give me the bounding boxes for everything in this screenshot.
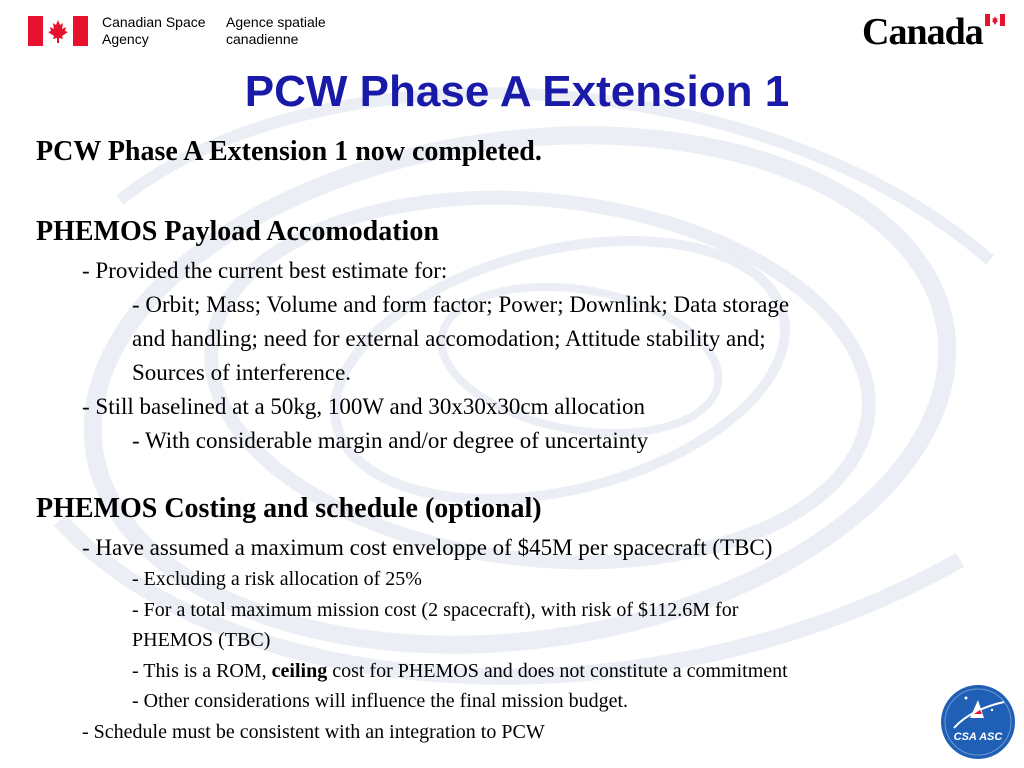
- csa-asc-logo: [940, 684, 1016, 760]
- bullet-item: - Schedule must be consistent with an integration to PCW: [82, 721, 545, 743]
- sub-bullet-continuation: and handling; need for external accomodation; Attitude stability and;: [132, 326, 766, 351]
- sub-bullet-item: - Orbit; Mass; Volume and form factor; Power; Downlink; Data storage: [132, 292, 790, 317]
- agency-fr-line1: Agence spatiale: [226, 14, 326, 30]
- agency-en-line1: Canadian Space: [102, 14, 206, 30]
- bullet-item: - Have assumed a maximum cost enveloppe of $45M per spacecraft (TBC): [82, 535, 773, 560]
- sub-bullet-continuation: Sources of interference.: [132, 360, 352, 385]
- section-heading-costing: PHEMOS Costing and schedule (optional): [36, 493, 542, 524]
- sub-bullet-item: [132, 659, 788, 683]
- agency-en-line2: Agency: [102, 31, 149, 47]
- completion-statement: PCW Phase A Extension 1 now completed.: [36, 136, 542, 167]
- agency-fr-line2: canadienne: [226, 31, 299, 47]
- sub-bullet-item: - For a total maximum mission cost (2 spacecraft), with risk of $112.6M for: [132, 599, 739, 621]
- section-heading-payload: PHEMOS Payload Accomodation: [36, 216, 439, 247]
- rom-text-start: - This is a ROM,: [132, 660, 272, 682]
- sub-bullet-item: - With considerable margin and/or degree of uncertainty: [132, 428, 649, 453]
- csa-asc-logo-text: CSA ASC: [953, 731, 1003, 743]
- sub-bullet-item: - Other considerations will influence the final mission budget.: [132, 690, 628, 712]
- ceiling-emphasis: ceiling: [271, 660, 328, 682]
- slide-title: PCW Phase A Extension 1: [244, 67, 790, 116]
- bullet-item: - Still baselined at a 50kg, 100W and 30x30x30cm allocation: [82, 394, 645, 419]
- sub-bullet-continuation: PHEMOS (TBC): [132, 629, 271, 651]
- bullet-item: - Provided the current best estimate for:: [82, 258, 448, 283]
- canada-wordmark: Canada: [862, 11, 983, 53]
- sub-bullet-item: - Excluding a risk allocation of 25%: [132, 568, 422, 590]
- rom-text-end: cost for PHEMOS and does not constitute a commitment: [327, 660, 788, 682]
